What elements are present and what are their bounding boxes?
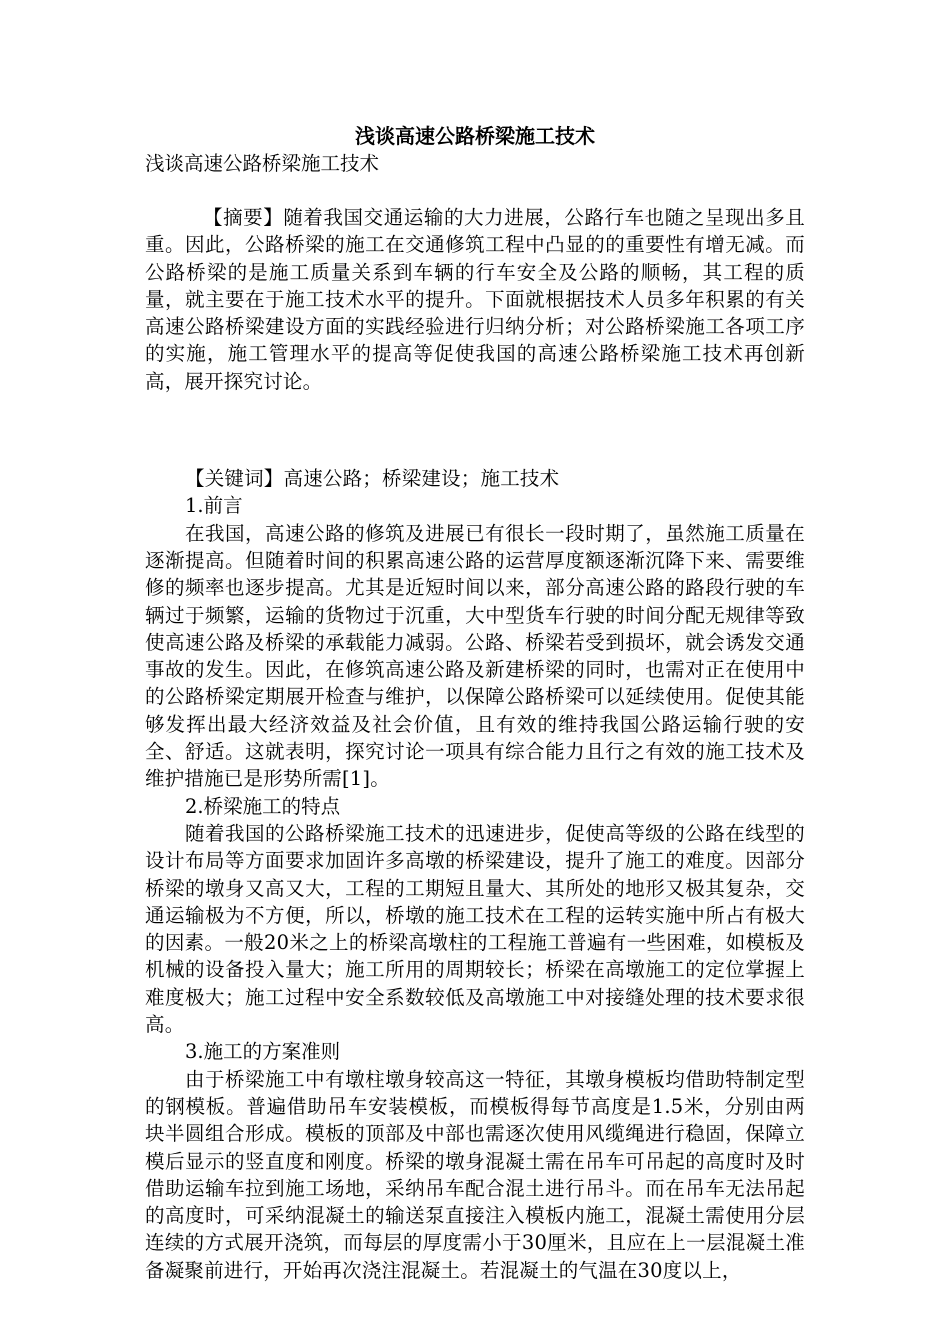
section-heading-2: 2.桥梁施工的特点 — [185, 794, 341, 818]
document-page — [145, 122, 805, 1284]
section-heading-3: 3.施工的方案准则 — [185, 1040, 341, 1064]
document-subtitle: 浅谈高速公路桥梁施工技术 — [145, 152, 380, 175]
spacer — [145, 177, 805, 204]
section-paragraph-3: 由于桥梁施工中有墩柱墩身较高这一特征，其墩身模板均借助特制定型的钢模板。普遍借助吊车安装模板，而模板得每节高度是1.5米，分别由两块半圆组合形成。模板的顶部及中部也需逐次使用风缆绳进行稳固，保障立模后显示的竖直度和刚度。桥梁的墩身混凝土需在吊车可吊起的高度时及时借助运输车拉到施工场地，采纳吊车配合混土进行吊斗。而在吊车无法吊起的高度时，可采纳混凝土的输送泵直接注入模板内施工，混凝土需使用分层连续的方式展开浇筑，而每层的厚度需小于30厘米，且应在上一层混凝土准备凝聚前进行，开始再次浇注混凝土。若混凝土的气温在30度以上， — [145, 1067, 805, 1282]
abstract-paragraph: 【摘要】随着我国交通运输的大力进展，公路行车也随之呈现出多且重。因此，公路桥梁的施工在交通修筑工程中凸显的的重要性有增无减。而公路桥梁的是施工质量关系到车辆的行车安全及公路的顺畅，其工程的质量，就主要在于施工技术水平的提升。下面就根据技术人员多年积累的有关高速公路桥梁建设方面的实践经验进行归纳分析；对公路桥梁施工各项工序的实施，施工管理水平的提高等促使我国的高速公路桥梁施工技术再创新高，展开探究讨论。 — [145, 206, 805, 393]
section-paragraph-2: 随着我国的公路桥梁施工技术的迅速进步，促使高等级的公路在线型的设计布局等方面要求加固许多高墩的桥梁建设，提升了施工的难度。因部分桥梁的墩身又高又大，工程的工期短且量大、其所处的地形又极其复杂，交通运输极为不方便，所以，桥墩的施工技术在工程的运转实施中所占有极大的因素。一般20米之上的桥梁高墩柱的工程施工普遍有一些困难，如模板及机械的设备投入量大；施工所用的周期较长；桥梁在高墩施工的定位掌握上难度极大；施工过程中安全系数较低及高墩施工中对接缝处理的技术要求很高。 — [145, 821, 805, 1037]
document-title: 浅谈高速公路桥梁施工技术 — [355, 124, 595, 148]
section-heading-1: 1.前言 — [185, 494, 243, 518]
keywords-line: 【关键词】高速公路；桥梁建设；施工技术 — [185, 467, 560, 491]
section-paragraph-1: 在我国，高速公路的修筑及进展已有很长一段时期了，虽然施工质量在逐渐提高。但随着时间的积累高速公路的运营厚度额逐渐沉降下来、需要维修的频率也逐步提高。尤其是近短时间以来，部分高速公路的路段行驶的车辆过于频繁，运输的货物过于沉重，大中型货车行驶的时间分配无规律等致使高速公路及桥梁的承载能力减弱。公路、桥梁若受到损坏，就会诱发交通事故的发生。因此，在修筑高速公路及新建桥梁的同时，也需对正在使用中的公路桥梁定期展开检查与维护，以保障公路桥梁可以延续使用。促使其能够发挥出最大经济效益及社会价值，且有效的维持我国公路运输行驶的安全、舒适。这就表明，探究讨论一项具有综合能力且行之有效的施工技术及维护措施已是形势所需[1]。 — [145, 521, 805, 791]
spacer — [145, 395, 805, 465]
